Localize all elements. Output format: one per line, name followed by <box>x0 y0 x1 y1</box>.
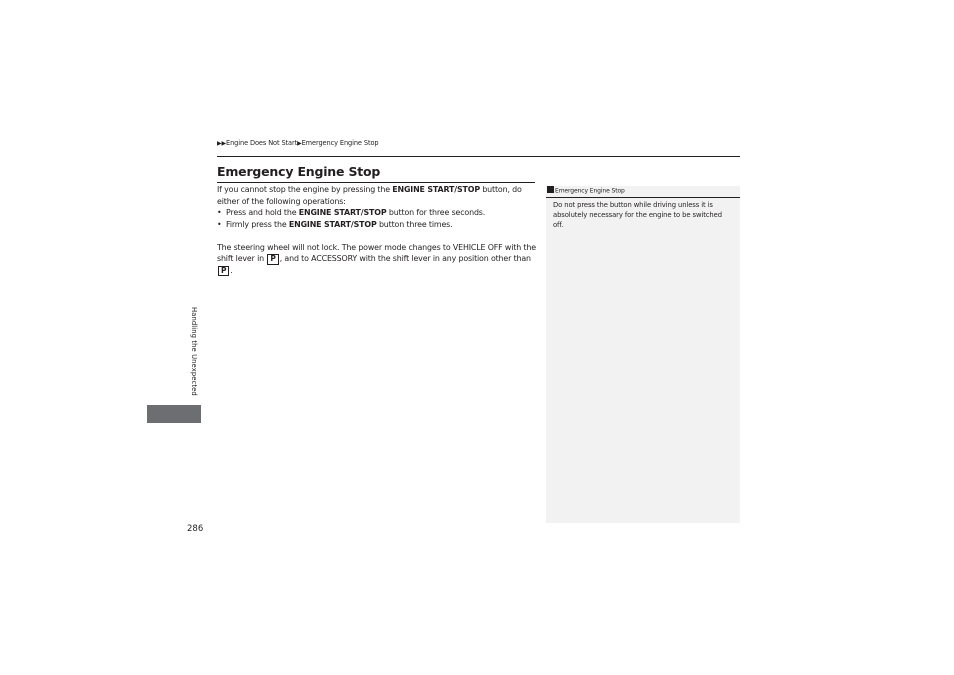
list-item <box>217 219 537 231</box>
sidebar-divider <box>546 197 740 198</box>
park-position-icon: P <box>267 254 278 265</box>
list-item <box>217 207 537 219</box>
breadcrumb-arrow-icon: ▶ <box>297 140 302 147</box>
list-item-text-end: button for three seconds. <box>386 208 486 217</box>
breadcrumb-arrow-icon: ▶ <box>221 140 227 147</box>
page-number: 286 <box>187 524 204 534</box>
note-paragraph <box>217 242 537 277</box>
sidebar-note-panel <box>546 186 740 523</box>
intro-paragraph <box>217 184 537 207</box>
note-text-middle: , and to ACCESSORY with the shift lever in any position other than <box>279 254 531 263</box>
bullet-icon: • <box>217 208 222 217</box>
intro-text: If you cannot stop the engine by pressing the <box>217 185 393 194</box>
title-underline <box>217 182 535 183</box>
main-content <box>217 184 537 276</box>
header-divider <box>217 156 740 157</box>
chapter-tab-label: Handling the Unexpected <box>190 307 198 396</box>
chapter-tab-marker[interactable] <box>147 405 201 423</box>
button-name: ENGINE START/STOP <box>392 185 480 194</box>
paragraph-spacer <box>217 230 537 242</box>
breadcrumb <box>217 138 378 149</box>
note-text-end: . <box>230 265 233 275</box>
breadcrumb-current-page: Emergency Engine Stop <box>301 139 379 147</box>
breadcrumb-link-engine-does-not-start[interactable]: Engine Does Not Start <box>226 139 298 147</box>
note-text: The steering wheel will not lock. The power mode changes to VEHICLE OFF with the shift lever in <box>217 242 536 263</box>
button-name: ENGINE START/STOP <box>288 219 377 229</box>
sidebar-heading <box>546 186 740 197</box>
list-item-text-end: button three times. <box>376 219 453 229</box>
bullet-icon: • <box>217 219 222 229</box>
sidebar-body-text: Do not press the button while driving unless it is absolutely necessary for the engine to be switched off. <box>553 201 722 229</box>
park-position-icon: P <box>218 266 229 277</box>
list-item-text: Press and hold the <box>226 208 299 217</box>
intro-text-end: button, do either of the following operations: <box>217 185 522 206</box>
button-name: ENGINE START/STOP <box>298 208 387 217</box>
operations-list <box>217 207 537 230</box>
reference-icon <box>547 186 554 193</box>
list-item-text: Firmly press the <box>226 219 289 229</box>
sidebar-heading-text: Emergency Engine Stop <box>555 187 625 195</box>
page-title: Emergency Engine Stop <box>217 164 381 179</box>
breadcrumb-arrow-icon: ▶ <box>217 140 222 147</box>
